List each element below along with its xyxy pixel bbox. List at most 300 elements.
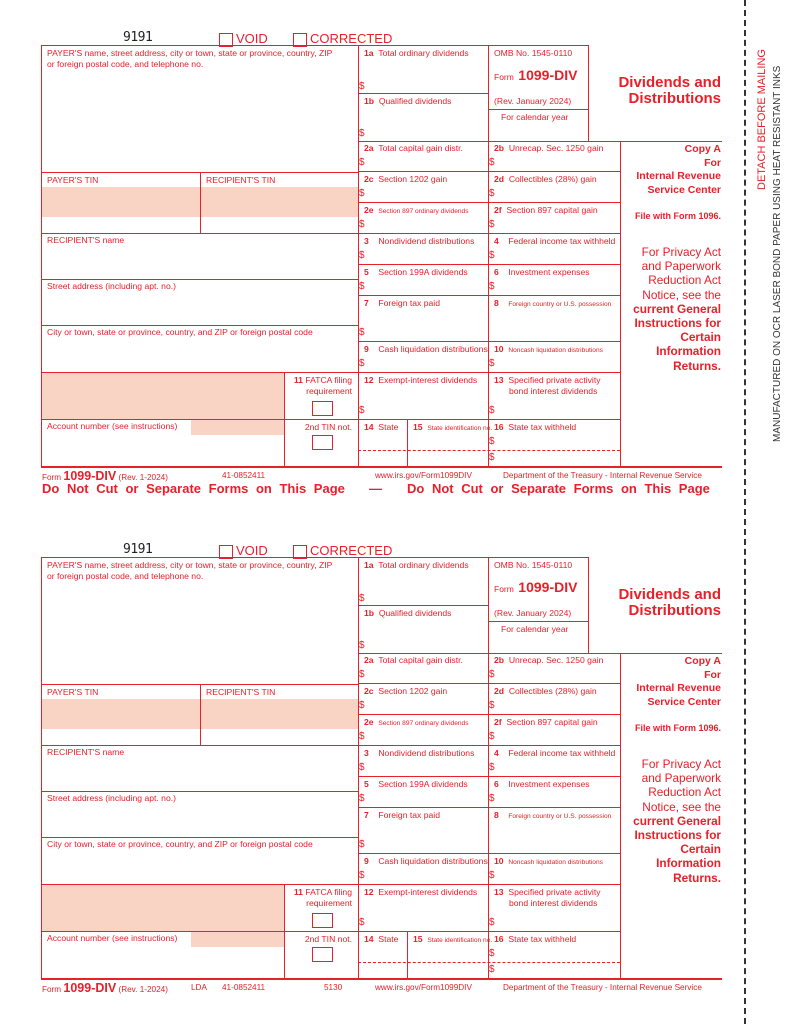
dollar-sign: $ <box>359 250 365 261</box>
second-tin-checkbox[interactable] <box>312 435 333 450</box>
box-13-label <box>494 887 601 898</box>
label-text: Federal income tax withheld <box>508 748 616 758</box>
box-10-label <box>494 344 603 357</box>
dollar-sign: $ <box>359 640 365 651</box>
label-text: Dividends and <box>618 74 721 91</box>
rule <box>358 884 620 885</box>
rule <box>41 466 722 468</box>
rule <box>358 372 620 373</box>
label-text: 1099-DIV <box>63 469 117 483</box>
label-text: Foreign tax paid <box>378 810 440 820</box>
revision-label: (Rev. January 2024) <box>494 96 572 106</box>
label-text: 2b <box>494 655 505 665</box>
rule <box>358 931 620 932</box>
label-text: 8 <box>494 298 499 308</box>
dollar-sign: $ <box>489 731 495 742</box>
label-text: Collectibles (28%) gain <box>508 174 597 184</box>
label-text: 9 <box>364 856 369 866</box>
city-field[interactable] <box>42 850 357 883</box>
label-text: Exempt-interest dividends <box>378 375 478 385</box>
rule <box>358 93 488 94</box>
manufactured-notice: MANUFACTURED ON OCR LASER BOND PAPER USING HEAT RESISTANT INKS <box>772 65 783 442</box>
dollar-sign: $ <box>359 762 365 773</box>
do-not-cut-notice-right: Do Not Cut or Separate Forms on This Page <box>407 481 710 496</box>
dollar-sign: $ <box>359 917 365 928</box>
rule <box>41 745 358 746</box>
form-title <box>600 75 721 107</box>
rule <box>358 264 620 265</box>
label-text: Form <box>494 72 514 82</box>
label-text: 1a <box>364 560 374 570</box>
box-13-label-2: bond interest dividends <box>509 898 598 908</box>
box-11-label <box>286 887 352 898</box>
box-3-label <box>364 748 474 759</box>
account-number-field[interactable] <box>42 436 283 465</box>
rule <box>41 279 358 280</box>
label-text: Dividends and <box>618 586 721 603</box>
label-text: For Privacy Act <box>641 245 721 259</box>
label-text: 4 <box>494 236 499 246</box>
fatca-checkbox[interactable] <box>312 401 333 416</box>
label-text: 11 <box>293 375 303 385</box>
label-text: Specified private activity <box>508 887 601 897</box>
label-text: 2f <box>494 205 502 215</box>
rule <box>284 884 285 978</box>
box-5-label <box>364 779 468 790</box>
rule <box>358 341 620 342</box>
rule <box>358 605 488 606</box>
box-2a-label <box>364 655 463 666</box>
box-8-label <box>494 810 611 823</box>
label-text: Total capital gain distr. <box>378 655 463 665</box>
box-13-label <box>494 375 601 386</box>
rule <box>358 683 620 684</box>
payer-tin-field[interactable] <box>42 187 199 232</box>
box-15-label <box>413 934 492 947</box>
label-text: 2e <box>364 717 374 727</box>
box-7-label <box>364 298 440 309</box>
payer-info-label: PAYER'S name, street address, city or town, state or province, country, ZIP <box>47 560 333 570</box>
label-text: Returns. <box>673 358 721 373</box>
label-text: Section 897 ordinary dividends <box>378 720 469 727</box>
label-text: 6 <box>494 267 499 277</box>
rule <box>358 419 620 420</box>
recipient-name-field[interactable] <box>42 246 357 278</box>
account-number-label: Account number (see instructions) <box>47 933 178 943</box>
dollar-sign: $ <box>359 839 365 850</box>
label-text: 15 <box>413 422 423 432</box>
revision-label: (Rev. January 2024) <box>494 608 572 618</box>
box-13-label-2: bond interest dividends <box>509 386 598 396</box>
box-1a-label <box>364 48 469 59</box>
dollar-sign: $ <box>359 327 365 338</box>
box-7-label <box>364 810 440 821</box>
account-number-label: Account number (see instructions) <box>47 421 178 431</box>
payer-tin-label: PAYER'S TIN <box>47 175 99 185</box>
label-text: Instructions for <box>634 316 721 331</box>
omb-number: OMB No. 1545-0110 <box>494 48 573 58</box>
street-address-field[interactable] <box>42 292 357 324</box>
detach-notice: DETACH BEFORE MAILING <box>756 49 768 190</box>
recipient-name-label: RECIPIENT'S name <box>47 235 125 245</box>
label-text: For <box>704 156 721 169</box>
payer-info-label: PAYER'S name, street address, city or town, state or province, country, ZIP <box>47 48 333 58</box>
label-text: 1a <box>364 48 374 58</box>
account-number-field[interactable] <box>42 948 283 977</box>
fatca-shade <box>42 885 284 931</box>
label-text: Reduction Act <box>648 273 721 288</box>
form-title <box>600 587 721 619</box>
rule <box>358 962 620 963</box>
footer-code: 5130 <box>324 983 343 992</box>
label-text: State <box>378 934 399 944</box>
dollar-sign: $ <box>489 188 495 199</box>
second-tin-label: 2nd TIN not. <box>304 422 352 432</box>
rule <box>358 295 620 296</box>
label-text: Noncash liquidation distributions <box>508 859 603 866</box>
rule <box>358 653 722 654</box>
fatca-checkbox[interactable] <box>312 913 333 928</box>
label-text: For <box>704 668 721 681</box>
label-text: Information <box>656 344 721 359</box>
rule <box>41 372 358 373</box>
label-text: 14 <box>364 422 374 432</box>
label-text: 1099-DIV <box>63 981 117 995</box>
rule <box>358 141 722 142</box>
dollar-sign: $ <box>489 948 495 959</box>
dollar-sign: $ <box>359 669 365 680</box>
dollar-sign: $ <box>489 700 495 711</box>
rule <box>488 109 588 110</box>
box-2b-label <box>494 143 603 154</box>
rule <box>488 621 588 622</box>
label-text: Section 897 ordinary dividends <box>378 208 469 215</box>
label-text: Copy A <box>684 143 721 155</box>
label-text: 12 <box>364 887 374 897</box>
second-tin-checkbox[interactable] <box>312 947 333 962</box>
label-text: 10 <box>494 856 504 866</box>
box-16-label <box>494 934 576 945</box>
dollar-sign: $ <box>489 762 495 773</box>
label-text: State tax withheld <box>508 934 577 944</box>
label-text: 7 <box>364 810 369 820</box>
label-text: 2e <box>364 205 374 215</box>
label-text: State <box>378 422 399 432</box>
label-text: Section 1202 gain <box>378 174 448 184</box>
dollar-sign: $ <box>359 793 365 804</box>
label-text: 1b <box>364 608 375 618</box>
dollar-sign: $ <box>359 281 365 292</box>
dollar-sign: $ <box>359 405 365 416</box>
rule <box>407 419 408 466</box>
box-2f-label <box>494 205 598 216</box>
dollar-sign: $ <box>359 593 365 604</box>
void-label: VOID <box>236 543 268 558</box>
rule <box>41 931 358 932</box>
box-2c-label <box>364 686 447 697</box>
form-1099-div-copy-2 <box>0 512 791 1024</box>
recipient-name-field[interactable] <box>42 758 357 790</box>
dollar-sign: $ <box>489 964 495 975</box>
payer-info-field[interactable] <box>42 582 357 682</box>
box-2c-label <box>364 174 447 185</box>
label-text: 2a <box>364 655 374 665</box>
payer-info-field[interactable] <box>42 70 357 170</box>
label-text: 3 <box>364 236 369 246</box>
footer-url: www.irs.gov/Form1099DIV <box>375 471 472 480</box>
dollar-sign: $ <box>489 870 495 881</box>
rule <box>358 450 620 451</box>
privacy-notice <box>622 245 721 373</box>
box-11-label-2: requirement <box>306 386 352 396</box>
label-text: (Rev. 1-2024) <box>118 985 168 994</box>
rule <box>358 714 620 715</box>
label-text: (Rev. 1-2024) <box>118 473 168 482</box>
label-text: FATCA filing <box>305 375 352 385</box>
box-3-label <box>364 236 474 247</box>
city-field[interactable] <box>42 338 357 371</box>
footer-url-2: www.irs.gov/Form1099DIV <box>375 983 472 992</box>
rule <box>358 745 620 746</box>
box-5-label <box>364 267 468 278</box>
label-text: Qualified dividends <box>378 608 452 618</box>
dollar-sign: $ <box>489 452 495 463</box>
label-text: Certain <box>680 330 721 345</box>
label-text: 13 <box>494 887 504 897</box>
rule <box>284 372 285 466</box>
label-text: 1099-DIV <box>518 67 578 83</box>
label-text: 15 <box>413 934 423 944</box>
footer-lda: LDA <box>191 983 207 992</box>
label-text: Information <box>656 856 721 871</box>
footer-form-id-2 <box>42 982 168 996</box>
label-text: 2c <box>364 686 374 696</box>
box-1a-label <box>364 560 469 571</box>
label-text: Noncash liquidation distributions <box>508 347 603 354</box>
dollar-sign: $ <box>359 81 365 92</box>
dollar-sign: $ <box>489 250 495 261</box>
rule <box>41 978 722 980</box>
label-text: Investment expenses <box>508 267 590 277</box>
label-text: Certain <box>680 842 721 857</box>
label-text: Cash liquidation distributions <box>378 856 488 866</box>
box-12-label <box>364 887 477 898</box>
label-text: and Paperwork <box>641 771 721 786</box>
rule <box>588 557 589 653</box>
label-text: 13 <box>494 375 504 385</box>
label-text: 2d <box>494 686 505 696</box>
calendar-year-label: For calendar year <box>501 112 569 122</box>
rule <box>358 233 620 234</box>
label-text: Service Center <box>647 695 721 708</box>
payer-tin-label: PAYER'S TIN <box>47 687 99 697</box>
form-name-header <box>494 579 577 597</box>
label-text: Foreign tax paid <box>378 298 440 308</box>
box-6-label <box>494 267 590 278</box>
label-text: Collectibles (28%) gain <box>508 686 597 696</box>
label-text: Investment expenses <box>508 779 590 789</box>
second-tin-label: 2nd TIN not. <box>304 934 352 944</box>
rule <box>358 853 620 854</box>
box-1b-label <box>364 608 451 619</box>
payer-tin-field[interactable] <box>42 699 199 744</box>
label-text: Form <box>42 985 62 994</box>
box-9-label <box>364 344 488 355</box>
label-text: Unrecap. Sec. 1250 gain <box>508 143 604 153</box>
rule <box>358 807 620 808</box>
label-text: 4 <box>494 748 499 758</box>
label-text: Qualified dividends <box>378 96 452 106</box>
dash-separator: — <box>369 481 382 496</box>
label-text: 16 <box>494 422 504 432</box>
rule <box>41 884 358 885</box>
box-2e-label <box>364 717 469 730</box>
box-15-label <box>413 422 492 435</box>
label-text: Notice, see the <box>642 799 721 814</box>
footer-cat-number-2: 41-0852411 <box>222 983 266 992</box>
label-text: 1b <box>364 96 375 106</box>
label-text: current General <box>633 301 721 316</box>
label-text: Foreign country or U.S. possession <box>508 301 612 308</box>
omb-number: OMB No. 1545-0110 <box>494 560 573 570</box>
form-name-header <box>494 67 577 85</box>
label-text: 16 <box>494 934 504 944</box>
city-label: City or town, state or province, country, and ZIP or foreign postal code <box>47 839 313 849</box>
rule <box>358 171 620 172</box>
label-text: 2f <box>494 717 502 727</box>
dollar-sign: $ <box>489 358 495 369</box>
label-text: Section 897 capital gain <box>506 717 598 727</box>
label-text: 1099-DIV <box>518 579 578 595</box>
street-address-label: Street address (including apt. no.) <box>47 793 176 803</box>
file-with-label: File with Form 1096. <box>634 723 721 733</box>
footer-dept: Department of the Treasury - Internal Revenue Service <box>503 471 702 480</box>
label-text: current General <box>633 813 721 828</box>
label-text: Specified private activity <box>508 375 601 385</box>
city-label: City or town, state or province, country, and ZIP or foreign postal code <box>47 327 313 337</box>
label-text: 2b <box>494 143 505 153</box>
label-text: 7 <box>364 298 369 308</box>
box-11-label <box>286 375 352 386</box>
label-text: Total ordinary dividends <box>378 560 469 570</box>
calendar-year-label: For calendar year <box>501 624 569 634</box>
box-4-label <box>494 236 615 247</box>
label-text: Total ordinary dividends <box>378 48 469 58</box>
box-8-label <box>494 298 611 311</box>
copy-a-block <box>622 143 721 197</box>
dollar-sign: $ <box>359 870 365 881</box>
box-6-label <box>494 779 590 790</box>
payer-info-label-2: or foreign postal code, and telephone no. <box>47 59 204 69</box>
rule <box>407 931 408 978</box>
dollar-sign: $ <box>489 436 495 447</box>
label-text: Form <box>494 584 514 594</box>
rule <box>358 202 620 203</box>
label-text: Cash liquidation distributions <box>378 344 488 354</box>
dollar-sign: $ <box>489 281 495 292</box>
label-text: Nondividend distributions <box>378 236 475 246</box>
dollar-sign: $ <box>359 700 365 711</box>
label-text: 11 <box>293 887 303 897</box>
label-text: 5 <box>364 267 369 277</box>
box-1b-label <box>364 96 451 107</box>
box-16-label <box>494 422 576 433</box>
label-text: Section 199A dividends <box>378 267 468 277</box>
label-text: Internal Revenue <box>636 682 721 694</box>
label-text: Foreign country or U.S. possession <box>508 813 612 820</box>
rule <box>41 557 589 558</box>
rule <box>41 837 358 838</box>
box-2a-label <box>364 143 463 154</box>
dollar-sign: $ <box>359 188 365 199</box>
label-text: FATCA filing <box>305 887 352 897</box>
payer-info-label-2: or foreign postal code, and telephone no. <box>47 571 204 581</box>
label-text: 2a <box>364 143 374 153</box>
box-12-label <box>364 375 477 386</box>
rule <box>41 791 358 792</box>
label-text: Distributions <box>628 90 721 107</box>
label-text: Internal Revenue <box>636 170 721 182</box>
copy-a-block <box>622 655 721 709</box>
dollar-sign: $ <box>359 157 365 168</box>
street-address-field[interactable] <box>42 804 357 836</box>
recipient-tin-field[interactable] <box>201 187 357 232</box>
label-text: Distributions <box>628 602 721 619</box>
box-2e-label <box>364 205 469 218</box>
label-text: Returns. <box>673 870 721 885</box>
label-text: Instructions for <box>634 828 721 843</box>
label-text: Federal income tax withheld <box>508 236 616 246</box>
corrected-label: CORRECTED <box>310 31 393 46</box>
rule <box>588 45 589 141</box>
void-label: VOID <box>236 31 268 46</box>
account-shade <box>191 932 284 947</box>
account-shade <box>191 420 284 435</box>
recipient-tin-label: RECIPIENT'S TIN <box>206 175 276 185</box>
rule <box>41 45 589 46</box>
form-code: 9191 <box>123 542 153 557</box>
dollar-sign: $ <box>489 405 495 416</box>
rule <box>620 141 621 466</box>
box-2d-label <box>494 174 597 185</box>
dollar-sign: $ <box>489 917 495 928</box>
rule <box>41 325 358 326</box>
privacy-notice <box>622 757 721 885</box>
dollar-sign: $ <box>359 219 365 230</box>
box-2b-label <box>494 655 603 666</box>
label-text: and Paperwork <box>641 259 721 274</box>
label-text: Unrecap. Sec. 1250 gain <box>508 655 604 665</box>
street-address-label: Street address (including apt. no.) <box>47 281 176 291</box>
box-9-label <box>364 856 488 867</box>
dollar-sign: $ <box>489 157 495 168</box>
dollar-sign: $ <box>359 128 365 139</box>
recipient-tin-field[interactable] <box>201 699 357 744</box>
recipient-name-label: RECIPIENT'S name <box>47 747 125 757</box>
footer-dept-2: Department of the Treasury - Internal Revenue Service <box>503 983 702 992</box>
label-text: Nondividend distributions <box>378 748 475 758</box>
label-text: 9 <box>364 344 369 354</box>
label-text: Section 897 capital gain <box>506 205 598 215</box>
box-2d-label <box>494 686 597 697</box>
label-text: State identification no. <box>427 425 493 432</box>
label-text: Form <box>42 473 62 482</box>
form-code: 9191 <box>123 30 153 45</box>
rule <box>620 653 621 978</box>
box-10-label <box>494 856 603 869</box>
corrected-label: CORRECTED <box>310 543 393 558</box>
box-4-label <box>494 748 615 759</box>
